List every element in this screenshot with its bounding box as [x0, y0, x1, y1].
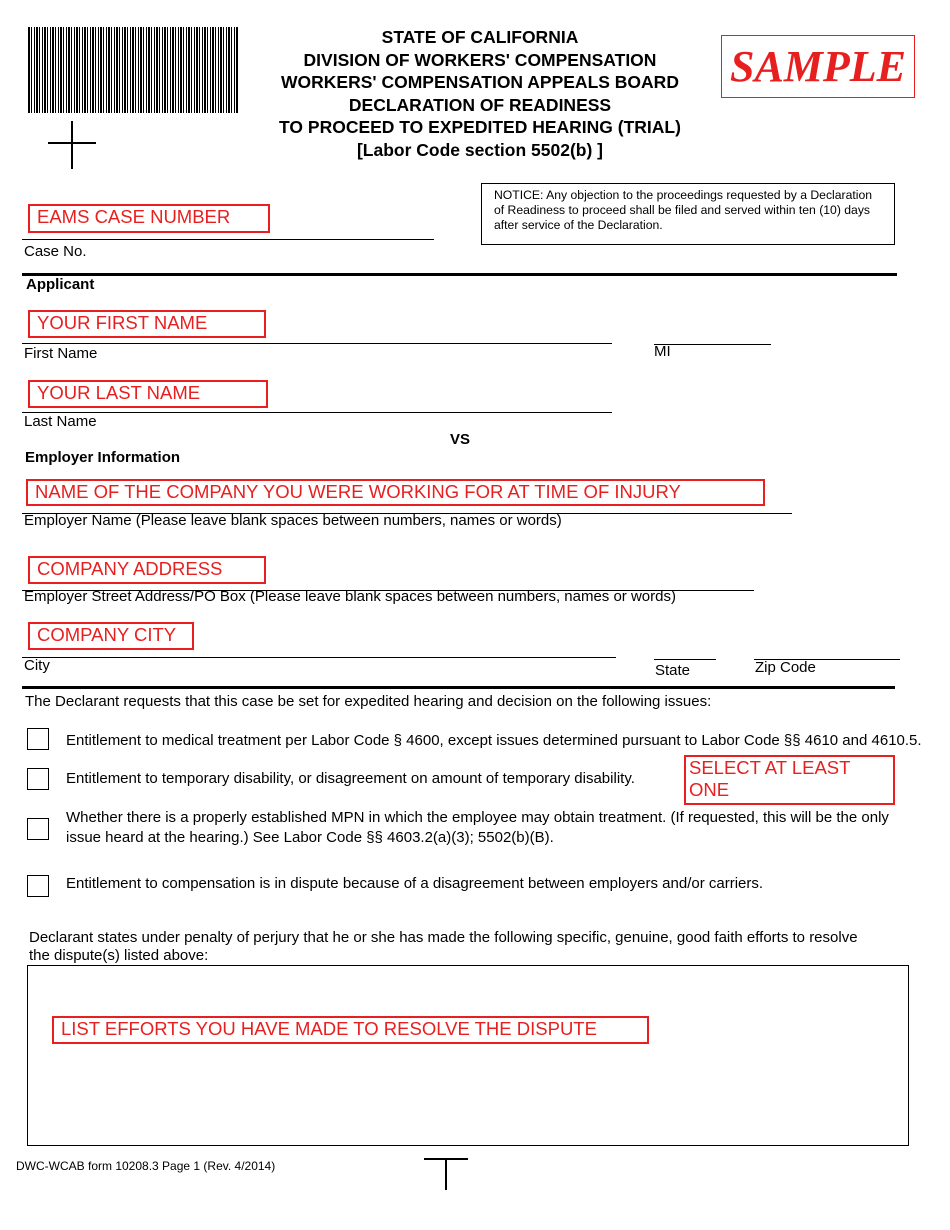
mi-underline[interactable]	[654, 344, 771, 345]
employer-address-label: Employer Street Address/PO Box (Please leave blank spaces between numbers, names or words)	[24, 588, 676, 605]
notice-box: NOTICE: Any objection to the proceedings requested by a Declaration of Readiness to proceed shall be filed and served within ten (10) days after service of the Declaration.	[481, 183, 895, 245]
header-line-6: [Labor Code section 5502(b) ]	[356, 139, 603, 160]
applicant-section-title: Applicant	[26, 276, 95, 293]
issue-checkbox-3[interactable]	[27, 818, 49, 840]
sample-stamp: SAMPLE	[721, 35, 915, 98]
efforts-textarea[interactable]	[27, 965, 909, 1146]
employer-city-field[interactable]: COMPANY CITY	[28, 622, 194, 650]
efforts-intro: Declarant states under penalty of perjury that he or she has made the following specific, genuine, good faith efforts to resolve the dispute(s) listed above:	[29, 929, 858, 964]
barcode	[28, 27, 238, 113]
registration-mark-horizontal	[48, 142, 96, 144]
employer-name-label: Employer Name (Please leave blank spaces between numbers, names or words)	[24, 512, 562, 529]
state-label: State	[655, 662, 691, 679]
issue-checkbox-2[interactable]	[27, 768, 49, 790]
form-header	[270, 26, 690, 161]
header-line-2: DIVISION OF WORKERS' COMPENSATION	[303, 49, 657, 70]
header-line-5: TO PROCEED TO EXPEDITED HEARING (TRIAL)	[279, 117, 681, 137]
form-footer: DWC-WCAB form 10208.3 Page 1 (Rev. 4/2014)	[16, 1159, 276, 1173]
first-name-label: First Name	[24, 345, 98, 362]
last-name-label: Last Name	[24, 413, 97, 430]
employer-address-field[interactable]: COMPANY ADDRESS	[28, 556, 266, 584]
issues-divider	[22, 686, 895, 689]
case-number-underline	[22, 239, 434, 240]
issue-text-2: Entitlement to temporary disability, or disagreement on amount of temporary disability.	[66, 770, 635, 787]
issue-text-1: Entitlement to medical treatment per Labor Code § 4600, except issues determined pursuant to Labor Code §§ 4610 and 4610.5.	[66, 732, 922, 749]
section-divider	[22, 273, 897, 276]
mi-label: MI	[654, 343, 671, 360]
zip-label: Zip Code	[755, 659, 816, 676]
issue-checkbox-4[interactable]	[27, 875, 49, 897]
state-underline[interactable]	[654, 659, 716, 660]
first-name-field[interactable]: YOUR FIRST NAME	[28, 310, 266, 338]
efforts-field[interactable]: LIST EFFORTS YOU HAVE MADE TO RESOLVE THE DISPUTE	[52, 1016, 649, 1044]
header-line-4: DECLARATION OF READINESS	[348, 94, 612, 115]
issue-text-3: Whether there is a properly established MPN in which the employee may obtain treatment. (If requested, this will be the only issue heard at the hearing.) See Labor Code §§ 4603.2(a)(3); 5502(b)(B).	[66, 809, 889, 846]
case-number-field[interactable]: EAMS CASE NUMBER	[28, 204, 270, 233]
issue-checkbox-1[interactable]	[27, 728, 49, 750]
last-name-field[interactable]: YOUR LAST NAME	[28, 380, 268, 408]
header-line-3: WORKERS' COMPENSATION APPEALS BOARD	[281, 72, 679, 92]
vs-label: VS	[450, 431, 471, 448]
footer-mark-vertical	[445, 1158, 447, 1190]
employer-city-label: City	[24, 657, 50, 674]
issue-text-4: Entitlement to compensation is in dispute because of a disagreement between employers and/or carriers.	[66, 875, 764, 892]
employer-name-field[interactable]: NAME OF THE COMPANY YOU WERE WORKING FOR AT TIME OF INJURY	[26, 479, 765, 506]
employer-city-underline	[22, 657, 616, 658]
request-intro: The Declarant requests that this case be set for expedited hearing and decision on the following issues:	[25, 693, 712, 710]
registration-mark-vertical	[71, 121, 73, 169]
select-at-least-one-note: SELECT AT LEAST ONE	[684, 755, 895, 805]
first-name-underline	[22, 343, 612, 344]
case-number-label: Case No.	[24, 243, 87, 260]
last-name-underline	[22, 412, 612, 413]
header-line-1: STATE OF CALIFORNIA	[381, 27, 579, 47]
employer-section-title: Employer Information	[25, 449, 181, 466]
